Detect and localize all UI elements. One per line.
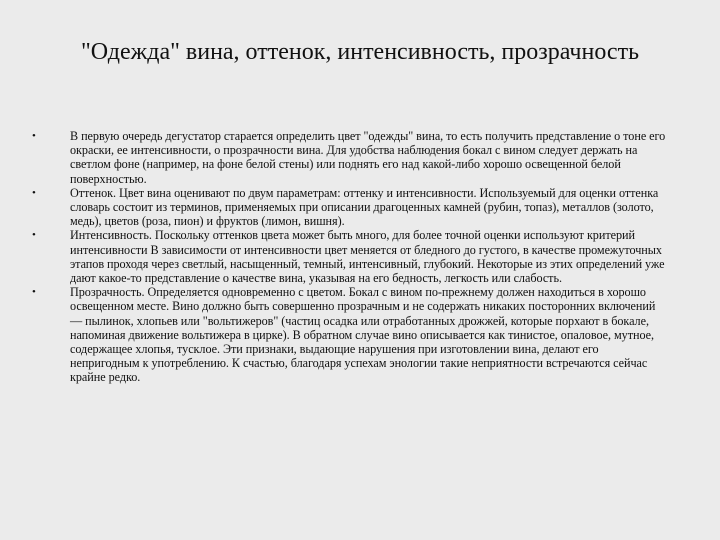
bullet-list <box>32 129 670 385</box>
bullet-item <box>32 185 670 229</box>
bullet-text: Интенсивность. Поскольку оттенков цвета может быть много, для более точной оценки используют критерий интенсивности В зависимости от интенсивности цвет меняется от бледного до густого, в качестве промежуточных этапов проходя через светлый, насыщенный, темный, интенсивный, глубокий. Некоторые из этих определений уже дают какое-то представление о качестве вина, указывая на его бедность, легкость или слабость. <box>70 228 665 286</box>
bullet-text: Оттенок. Цвет вина оценивают по двум параметрам: оттенку и интенсивности. Используемый для оценки оттенка словарь состоит из терминов, применяемых при описании драгоценных камней (рубин, топаз), металлов (золото, медь), цветов (роза, пион) и фруктов (лимон, вишня). <box>70 185 659 229</box>
slide-title: "Одежда" вина, оттенок, интенсивность, прозрачность <box>80 39 640 65</box>
bullet-dot-icon: • <box>32 286 36 299</box>
bullet-text: Прозрачность. Определяется одновременно с цветом. Бокал с вином по-прежнему должен находиться в хорошо освещенном месте. Вино должно быть совершенно прозрачным и не содержать никаких посторонних включений — пылинок, хлопьев или "вольтижеров" (частиц осадка или отработанных дрожжей, которые порхают в бокале, напоминая движение вольтижера в цирке). В обратном случае вино описывается как тинистое, опаловое, мутное, содержащее хлопья, тусклое. Эти признаки, выдающие нарушения при изготовлении вина, делают его непригодным к употреблению. К счастью, благодаря успехам энологии такие неприятности встречаются сейчас крайне редко. <box>70 285 656 385</box>
bullet-item <box>32 285 670 385</box>
bullet-dot-icon: • <box>32 229 36 242</box>
bullet-dot-icon: • <box>32 186 36 199</box>
bullet-item <box>32 228 670 286</box>
bullet-text: В первую очередь дегустатор старается определить цвет "одежды" вина, то есть получить представление о тоне его окраски, ее интенсивности, о прозрачности вина. Для удобства наблюдения бокал с вином следует держать на светлом фоне (например, на фоне белой стены) или поднять его над какой-либо хорошо освещенной белой поверхностью. <box>70 129 666 186</box>
bullet-item <box>32 129 670 186</box>
bullet-dot-icon: • <box>32 130 36 142</box>
